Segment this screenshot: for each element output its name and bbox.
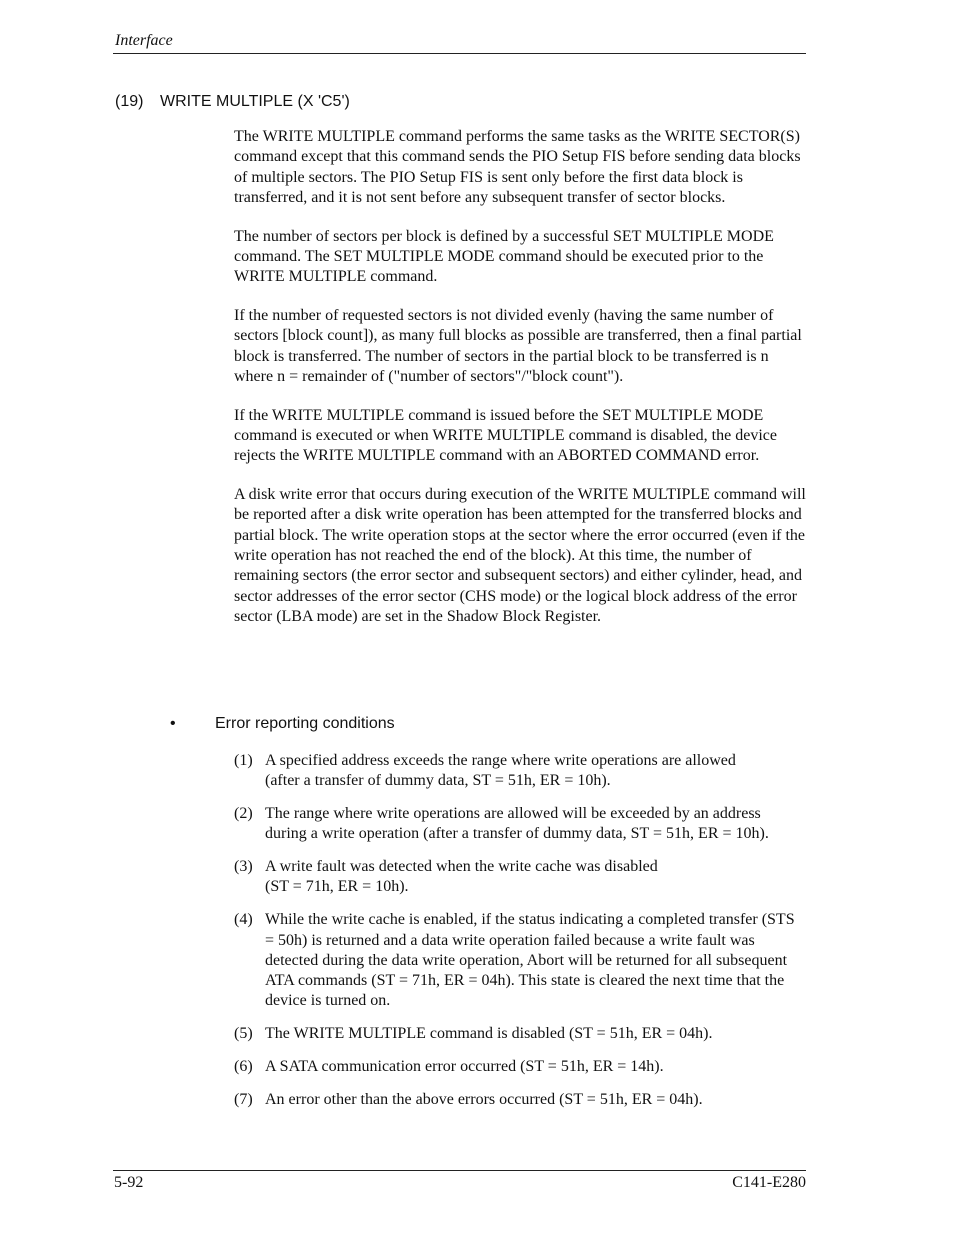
error-conditions-title: Error reporting conditions — [215, 715, 395, 732]
item-number: (7) — [234, 1090, 253, 1108]
section-title: WRITE MULTIPLE (X 'C5') — [160, 93, 350, 110]
paragraph: If the WRITE MULTIPLE command is issued before the SET MULTIPLE MODE command is executed or when WRITE MULTIPLE command is disabled, the device rejects the WRITE MULTIPLE command with an ABORTED COMMAND error. — [234, 406, 777, 465]
item-text-line: (after a transfer of dummy data, ST = 51h, ER = 10h). — [265, 772, 611, 790]
bullet-icon: • — [170, 715, 176, 732]
list-item — [234, 751, 806, 792]
item-number: (3) — [234, 858, 253, 876]
document-id: C141-E280 — [732, 1174, 806, 1191]
error-conditions-list — [234, 751, 806, 1123]
list-item — [234, 1024, 806, 1044]
item-text-line: The range where write operations are allowed will be exceeded by an address — [265, 805, 761, 823]
list-item — [234, 804, 806, 845]
item-text: While the write cache is enabled, if the status indicating a completed transfer (STS = 50h) is returned and a data write operation failed because a write fault was detected during the data write operation, Abort will be returned for all subsequent ATA commands (ST = 71h, ER = 04h). This state is cleared the next time that the device is turned on. — [265, 911, 795, 1010]
list-item — [234, 910, 806, 1011]
body-text — [234, 127, 806, 646]
paragraph: The WRITE MULTIPLE command performs the same tasks as the WRITE SECTOR(S) command except that this command sends the PIO Setup FIS before sending data blocks of multiple sectors. The PIO Setup FIS is sent only before the first data block is transferred, and it is not sent before any subsequent transfer of sector blocks. — [234, 128, 801, 206]
list-item — [234, 1057, 806, 1077]
item-number: (5) — [234, 1025, 253, 1043]
footer-rule — [113, 1170, 806, 1171]
item-text — [265, 804, 806, 845]
item-text — [265, 857, 806, 898]
paragraph: If the number of requested sectors is not divided evenly (having the same number of sectors [block count]), as many full blocks as possible are transferred, then a final partial block is transferred. The number of sectors in the partial block to be transferred is n where n = remainder of ("number of sectors"/"block count"). — [234, 307, 802, 385]
running-header: Interface — [115, 32, 173, 49]
item-text: The WRITE MULTIPLE command is disabled (ST = 51h, ER = 04h). — [265, 1025, 713, 1043]
item-text: An error other than the above errors occurred (ST = 51h, ER = 04h). — [265, 1090, 703, 1108]
item-number: (1) — [234, 752, 253, 769]
paragraph: The number of sectors per block is defined by a successful SET MULTIPLE MODE command. The SET MULTIPLE MODE command should be executed prior to the WRITE MULTIPLE command. — [234, 227, 774, 286]
paragraph: A disk write error that occurs during execution of the WRITE MULTIPLE command will be reported after a disk write operation has been attempted for the transferred blocks and partial block. The write operation stops at the sector where the error occurred (even if the write operation has not reached the end of the block). At this time, the number of remaining sectors (the error sector and subsequent sectors) and either cylinder, head, and sector addresses of the error sector (CHS mode) or the logical block address of the error sector (LBA mode) are set in the Shadow Block Register. — [234, 486, 806, 625]
item-text-line: (ST = 71h, ER = 10h). — [265, 878, 409, 896]
item-text — [265, 751, 806, 792]
item-text: A SATA communication error occurred (ST = 51h, ER = 14h). — [265, 1058, 664, 1076]
item-text-line: during a write operation (after a transfer of dummy data, ST = 51h, ER = 10h). — [265, 825, 769, 843]
header-rule — [113, 53, 806, 54]
section-heading — [115, 93, 350, 111]
section-number: (19) — [115, 93, 144, 110]
list-item — [234, 857, 806, 898]
error-conditions-heading — [170, 715, 395, 733]
page-number: 5-92 — [114, 1174, 144, 1191]
item-number: (6) — [234, 1058, 253, 1076]
item-text-line: A specified address exceeds the range where write operations are allowed — [265, 752, 736, 769]
item-number: (4) — [234, 911, 253, 929]
item-text-line: A write fault was detected when the write cache was disabled — [265, 858, 658, 876]
list-item — [234, 1090, 806, 1110]
item-number: (2) — [234, 805, 253, 823]
